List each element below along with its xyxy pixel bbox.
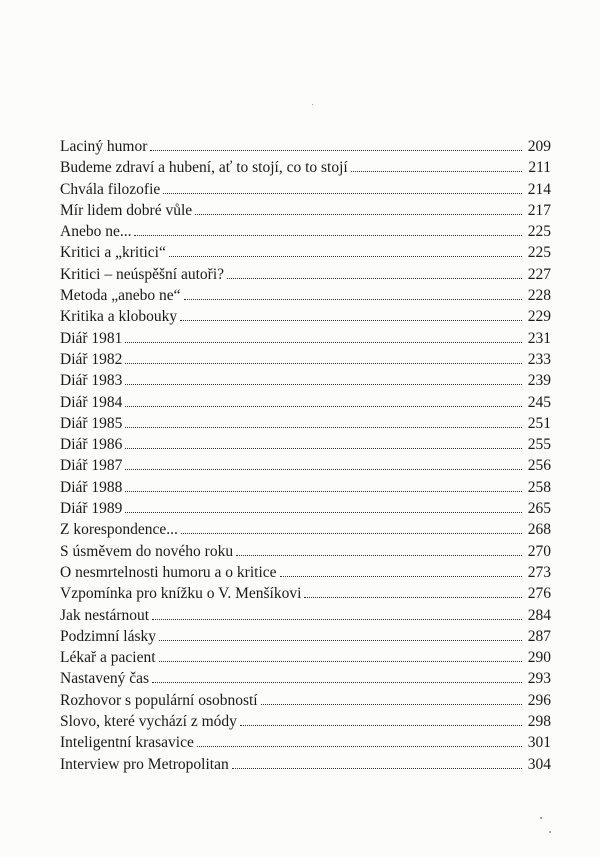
dot-leader (232, 767, 522, 769)
toc-entry (60, 562, 551, 583)
toc-entry-title: Diář 1983 (60, 372, 123, 390)
toc-entry-title: Metoda „anebo ne“ (60, 287, 181, 305)
toc-entry-page: 258 (527, 478, 551, 496)
toc-entry-title: Slovo, které vychází z módy (60, 713, 237, 731)
toc-entry-title: Vzpomínka pro knížku o V. Menšíkovi (60, 585, 302, 603)
dot-leader (181, 532, 522, 534)
dot-leader (125, 383, 522, 385)
toc-entry-page: 227 (527, 265, 551, 283)
dot-leader (227, 277, 522, 279)
dot-leader (184, 298, 523, 300)
toc-entry-title: S úsměvem do nového roku (60, 542, 234, 560)
toc-entry-title: Lékař a pacient (60, 649, 156, 667)
toc-entry-page: 265 (527, 500, 551, 518)
dot-leader (125, 362, 522, 364)
dot-leader (125, 426, 522, 428)
toc-entry (60, 434, 551, 455)
toc-entry-page: 268 (527, 521, 551, 539)
toc-entry-page: 298 (527, 713, 551, 731)
toc-entry-page: 273 (527, 563, 551, 581)
dot-leader (197, 745, 522, 747)
dot-leader (125, 341, 522, 343)
toc-entry (60, 392, 551, 413)
toc-entry (60, 264, 551, 285)
toc-entry (60, 498, 551, 519)
toc-entry-page: 287 (527, 627, 551, 645)
toc-entry (60, 370, 551, 391)
toc-entry (60, 711, 551, 732)
toc-entry-title: Kritika a klobouky (60, 308, 178, 326)
dot-leader (280, 575, 522, 577)
toc-entry-page: 293 (527, 670, 551, 688)
dot-leader (125, 511, 522, 513)
dot-leader (169, 255, 522, 257)
toc-entry (60, 519, 551, 540)
toc-entry-title: Diář 1988 (60, 478, 123, 496)
toc-entry (60, 732, 551, 753)
toc-entry-page: 245 (527, 393, 551, 411)
toc-entry-title: Diář 1987 (60, 457, 123, 475)
toc-entry-title: Kritici – neúspěšní autoři? (60, 265, 224, 283)
toc-entry-page: 296 (527, 691, 551, 709)
toc-entry (60, 754, 551, 775)
toc-entry-page: 239 (527, 372, 551, 390)
dot-leader (159, 660, 522, 662)
toc-entry (60, 200, 551, 221)
toc-entry-title: Diář 1986 (60, 436, 123, 454)
dot-leader (163, 192, 522, 194)
dot-leader (195, 213, 522, 215)
table-of-contents (60, 136, 551, 775)
dot-leader (125, 490, 522, 492)
toc-entry-page: 211 (528, 159, 551, 177)
toc-entry (60, 285, 551, 306)
toc-entry (60, 157, 551, 178)
toc-entry (60, 306, 551, 327)
toc-entry-title: Z korespondence... (60, 521, 178, 539)
toc-entry-title: Nastavený čas (60, 670, 150, 688)
toc-entry-page: 270 (527, 542, 551, 560)
toc-entry-title: Diář 1985 (60, 414, 123, 432)
toc-entry-page: 301 (527, 734, 551, 752)
toc-entry (60, 413, 551, 434)
toc-entry-title: Inteligentní krasavice (60, 734, 194, 752)
toc-entry (60, 242, 551, 263)
dot-leader (351, 170, 522, 172)
dot-leader (180, 319, 522, 321)
toc-entry-title: O nesmrtelnosti humoru a o kritice (60, 563, 277, 581)
toc-entry-title: Diář 1981 (60, 329, 123, 347)
toc-entry-title: Chvála filozofie (60, 180, 161, 198)
toc-entry (60, 668, 551, 689)
dot-leader (152, 681, 522, 683)
toc-entry (60, 690, 551, 711)
toc-entry-title: Interview pro Metropolitan (60, 755, 229, 773)
paper-speck (549, 831, 551, 833)
toc-entry (60, 221, 551, 242)
dot-leader (236, 554, 522, 556)
toc-entry-title: Diář 1989 (60, 500, 123, 518)
toc-entry (60, 477, 551, 498)
toc-entry (60, 647, 551, 668)
paper-speck (312, 104, 313, 105)
toc-entry-page: 290 (527, 649, 551, 667)
toc-entry-page: 233 (527, 350, 551, 368)
toc-entry-title: Anebo ne... (60, 223, 132, 241)
toc-entry (60, 136, 551, 157)
dot-leader (134, 234, 522, 236)
toc-entry-title: Mír lidem dobré vůle (60, 201, 193, 219)
toc-entry-title: Diář 1984 (60, 393, 123, 411)
toc-entry-title: Kritici a „kritici“ (60, 244, 166, 262)
toc-entry-title: Podzimní lásky (60, 627, 157, 645)
toc-entry-page: 217 (527, 201, 551, 219)
toc-entry-page: 256 (527, 457, 551, 475)
toc-entry-page: 284 (527, 606, 551, 624)
paper-speck (540, 817, 542, 819)
toc-entry-title: Diář 1982 (60, 350, 123, 368)
toc-entry-page: 255 (527, 436, 551, 454)
toc-entry (60, 583, 551, 604)
toc-entry (60, 605, 551, 626)
dot-leader (125, 405, 522, 407)
toc-entry-page: 304 (527, 755, 551, 773)
toc-entry-title: Laciný humor (60, 138, 148, 155)
toc-entry-page: 214 (527, 180, 551, 198)
toc-entry-page: 228 (527, 287, 551, 305)
dot-leader (304, 596, 522, 598)
toc-entry (60, 541, 551, 562)
toc-entry (60, 626, 551, 647)
toc-entry-title: Jak nestárnout (60, 606, 150, 624)
toc-entry-page: 276 (527, 585, 551, 603)
toc-entry-page: 229 (527, 308, 551, 326)
toc-entry (60, 349, 551, 370)
dot-leader (240, 724, 522, 726)
toc-entry-title: Budeme zdraví a hubení, ať to stojí, co to stojí (60, 159, 348, 177)
dot-leader (150, 149, 522, 151)
dot-leader (125, 447, 522, 449)
dot-leader (125, 468, 522, 470)
dot-leader (152, 618, 522, 620)
toc-entry (60, 328, 551, 349)
toc-entry-page: 251 (527, 414, 551, 432)
toc-entry-page: 225 (527, 244, 551, 262)
toc-entry-page: 209 (527, 138, 551, 155)
dot-leader (159, 639, 522, 641)
toc-entry (60, 179, 551, 200)
toc-entry-title: Rozhovor s populární osobností (60, 691, 258, 709)
dot-leader (261, 703, 522, 705)
toc-entry-page: 231 (527, 329, 551, 347)
toc-entry (60, 455, 551, 476)
toc-entry-page: 225 (527, 223, 551, 241)
